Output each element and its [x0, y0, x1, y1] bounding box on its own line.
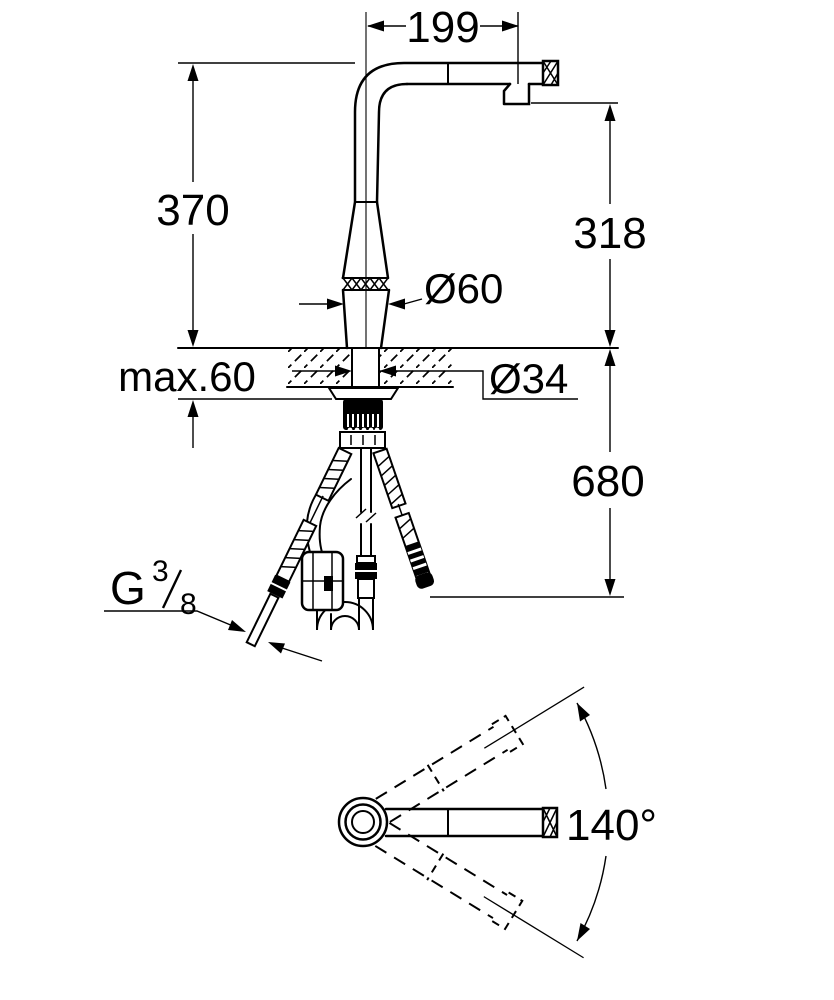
thread-prefix-label: G — [110, 562, 146, 614]
thread-pipe-end — [247, 594, 279, 646]
pullout-hose-center — [355, 448, 377, 598]
mounting-flange — [329, 388, 398, 399]
under-counter-mounting — [329, 388, 398, 448]
dim-swivel-angle — [566, 703, 657, 941]
dim-spout-height-label: 318 — [573, 209, 647, 258]
spout-solid-position — [386, 808, 557, 837]
dim-body-diameter — [299, 265, 503, 312]
thread-numerator-label: 3 — [152, 555, 169, 588]
dim-total-height-label: 370 — [156, 186, 230, 235]
dim-spout-reach — [367, 3, 519, 84]
supply-hose-right — [371, 448, 435, 590]
dim-swivel-angle-label: 140° — [566, 801, 658, 850]
spout-end-cap — [543, 61, 558, 85]
top-view — [339, 673, 657, 972]
dim-body-diameter-label: Ø60 — [424, 265, 504, 312]
dim-hose-length-label: 680 — [571, 457, 645, 506]
hose-assembly — [243, 447, 435, 648]
dim-spout-reach-label: 199 — [406, 3, 480, 52]
spout-dashed-upper — [374, 673, 592, 824]
spout-dashed-lower — [374, 820, 592, 971]
countertop-hatch-left — [288, 349, 351, 386]
dim-counter-thickness-label: max.60 — [118, 353, 256, 400]
mounting-shank — [352, 348, 379, 388]
dim-hole-diameter-label: Ø34 — [489, 355, 569, 402]
spray-head — [504, 84, 529, 104]
swivel-base-rings — [339, 798, 387, 846]
hose-counterweight — [302, 552, 343, 610]
hose-connector-block — [340, 432, 385, 448]
dim-spout-height — [531, 103, 647, 347]
front-view — [104, 3, 647, 661]
spout-end-cap-top — [543, 808, 557, 837]
mounting-nut — [343, 399, 383, 432]
thread-denominator-label: 8 — [180, 588, 197, 621]
